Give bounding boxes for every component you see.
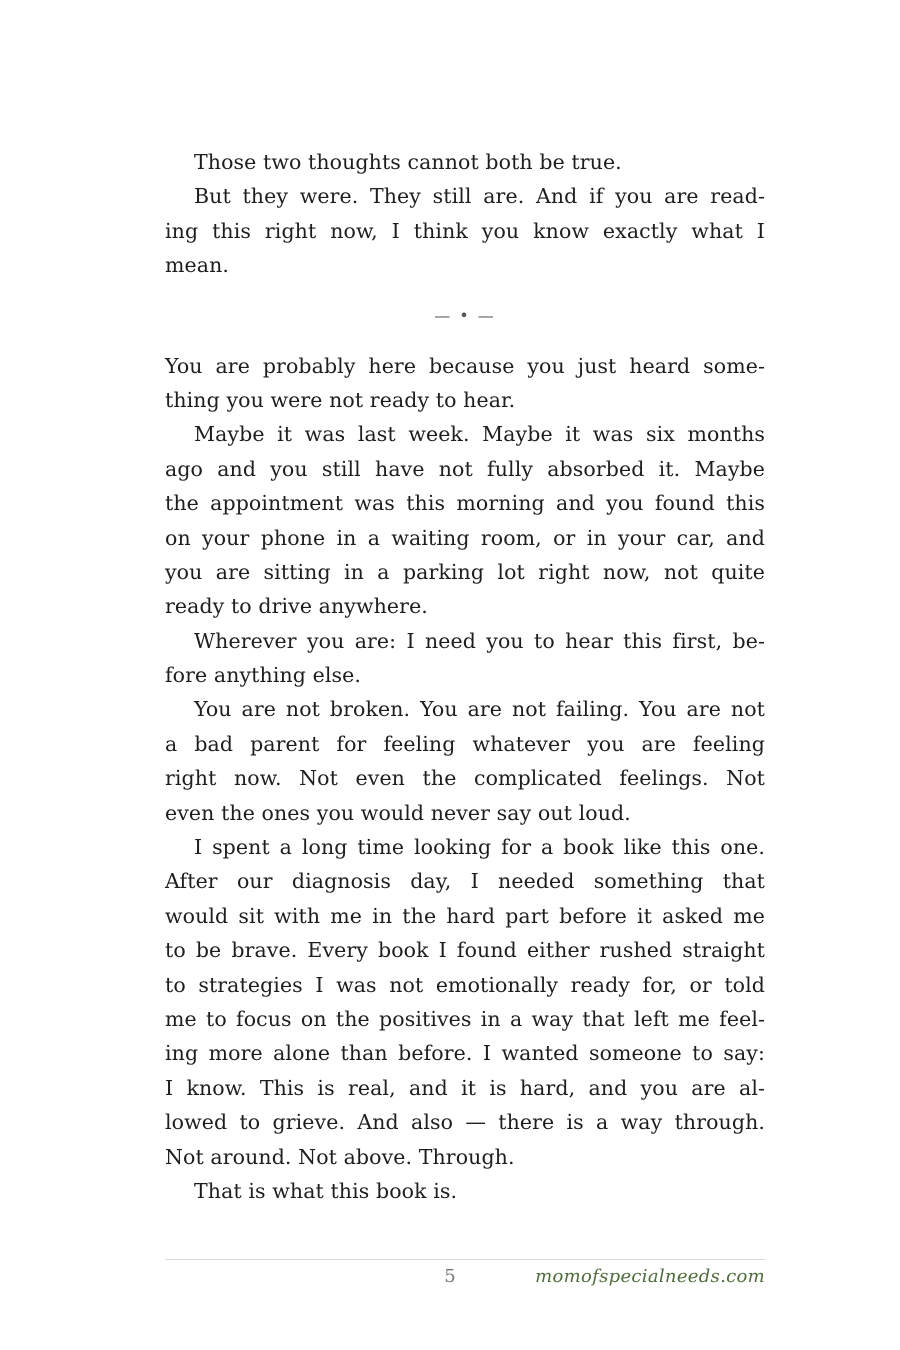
paragraph <box>165 179 765 282</box>
text-line: ing this right now, I think you know exactly what I <box>165 218 765 243</box>
footer-divider <box>165 1259 765 1260</box>
text-line: ing more alone than before. I wanted someone to say: <box>165 1041 765 1066</box>
text-line: Maybe it was last week. Maybe it was six months <box>194 422 765 447</box>
text-line: ready to drive anywhere. <box>165 594 428 619</box>
text-line: I spent a long time looking for a book like this one. <box>194 835 765 860</box>
paragraph <box>165 349 765 418</box>
paragraph <box>165 1174 765 1208</box>
text-line: You are probably here because you just heard some- <box>165 353 765 378</box>
text-line: thing you were not ready to hear. <box>165 387 516 412</box>
paragraph <box>165 830 765 1174</box>
text-line: Wherever you are: I need you to hear this first, be- <box>194 628 765 653</box>
text-line: mean. <box>165 253 230 278</box>
text-line: to strategies I was not emotionally ready for, or told <box>165 972 765 997</box>
text-line: to be brave. Every book I found either rushed straight <box>165 938 765 963</box>
text-line: even the ones you would never say out loud. <box>165 800 631 825</box>
text-line: a bad parent for feeling whatever you are feeling <box>165 731 765 756</box>
section-separator: — • — <box>434 305 496 325</box>
text-line: ago and you still have not fully absorbed it. Maybe <box>165 456 765 481</box>
text-line: would sit with me in the hard part before it asked me <box>165 903 765 928</box>
page-number: 5 <box>444 1266 456 1287</box>
text-line: Not around. Not above. Through. <box>165 1144 515 1169</box>
text-line: After our diagnosis day, I needed something that <box>165 869 765 894</box>
text-line: me to focus on the positives in a way that left me feel- <box>165 1006 765 1031</box>
text-line: Those two thoughts cannot both be true. <box>194 150 622 174</box>
footer-site-url[interactable]: momofspecialneeds.com <box>535 1266 765 1287</box>
text-line: the appointment was this morning and you found this <box>165 491 765 516</box>
paragraph <box>165 145 765 179</box>
paragraph <box>165 417 765 623</box>
paragraph <box>165 692 765 830</box>
text-line: fore anything else. <box>165 663 361 688</box>
text-line: right now. Not even the complicated feelings. Not <box>165 766 765 791</box>
text-line: lowed to grieve. And also — there is a way through. <box>165 1110 765 1135</box>
text-line: you are sitting in a parking lot right now, not quite <box>165 559 765 584</box>
paragraph <box>165 624 765 693</box>
page-body <box>165 145 765 1208</box>
text-line: I know. This is real, and it is hard, and you are al- <box>165 1075 765 1100</box>
text-line: on your phone in a waiting room, or in your car, and <box>165 525 765 550</box>
text-line: You are not broken. You are not failing. You are not <box>194 697 765 722</box>
text-line: But they were. They still are. And if you are read- <box>194 184 765 209</box>
text-line: That is what this book is. <box>194 1178 458 1203</box>
